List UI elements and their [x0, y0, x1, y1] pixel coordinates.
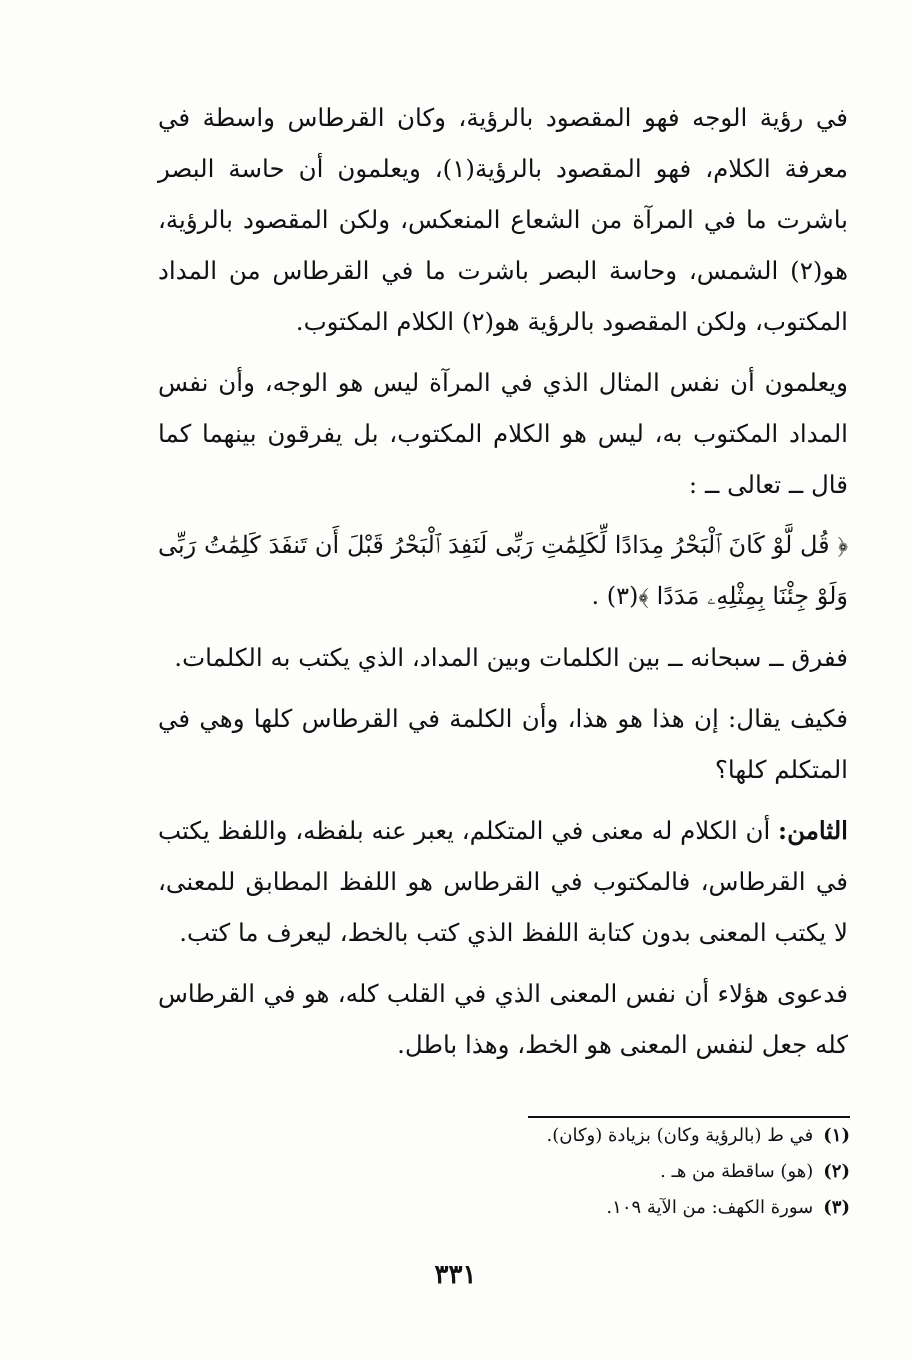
footnote-text: (هو) ساقطة من هـ .: [660, 1161, 814, 1182]
footnote-text: في ط (بالرؤية وكان) بزيادة (وكان).: [546, 1125, 814, 1146]
footnotes: [530, 1118, 850, 1226]
paragraph-3: ففرق ــ سبحانه ــ بين الكلمات وبين المداد، الذي يكتب به الكلمات.: [174, 643, 848, 672]
section-label: الثامن:: [778, 816, 848, 845]
paragraph-4: فكيف يقال: إن هذا هو هذا، وأن الكلمة في القرطاس كلها وهي في المتكلم كلها؟: [158, 704, 848, 784]
paragraph-5-text: أن الكلام له معنى في المتكلم، يعبر عنه بلفظه، واللفظ يكتب في القرطاس، فالمكتوب في القرطاس هو اللفظ المطابق للمعنى، لا يكتب المعنى بدون كتابة اللفظ الذي كتب بالخط، ليعرف ما كتب.: [157, 816, 848, 947]
footnote-2: [530, 1154, 850, 1190]
quran-verse: ﴿ قُل لَّوْ كَانَ ٱلْبَحْرُ مِدَادًا لِّكَلِمَٰتِ رَبِّى لَنَفِدَ ٱلْبَحْرُ قَبْلَ أَن تَنفَدَ كَلِمَٰتُ رَبِّى وَلَوْ جِئْنَا بِمِثْلِهِۦ مَدَدًا ﴾(٣) .: [158, 531, 848, 610]
paragraph-2: ويعلمون أن نفس المثال الذي في المرآة ليس هو الوجه، وأن نفس المداد المكتوب به، ليس هو الكلام المكتوب، بل يفرقون بينهما كما قال ــ تعالى ــ :: [158, 368, 848, 499]
paragraph-6: فدعوى هؤلاء أن نفس المعنى الذي في القلب كله، هو في القرطاس كله جعل لنفس المعنى هو الخط، وهذا باطل.: [158, 979, 848, 1059]
footnote-1: [530, 1118, 850, 1154]
footnote-number: (٣): [823, 1197, 850, 1218]
footnote-number: (١): [823, 1125, 850, 1146]
footnote-3: [530, 1190, 850, 1226]
footnote-text: سورة الكهف: من الآية ١٠٩.: [606, 1197, 814, 1218]
footnote-number: (٢): [823, 1161, 850, 1182]
paragraph-1: في رؤية الوجه فهو المقصود بالرؤية، وكان القرطاس واسطة في معرفة الكلام، فهو المقصود بالرؤية(١)، ويعلمون أن حاسة البصر باشرت ما في المرآة من الشعاع المنعكس، ولكن المقصود بالرؤية، هو(٢) الشمس، وحاسة البصر باشرت ما في القرطاس من المداد المكتوب، ولكن المقصود بالرؤية هو(٢) الكلام المكتوب.: [158, 103, 848, 336]
page-number: ٣٣١: [434, 1260, 477, 1290]
page-body: [158, 92, 848, 1070]
paragraph-5: [158, 805, 848, 958]
